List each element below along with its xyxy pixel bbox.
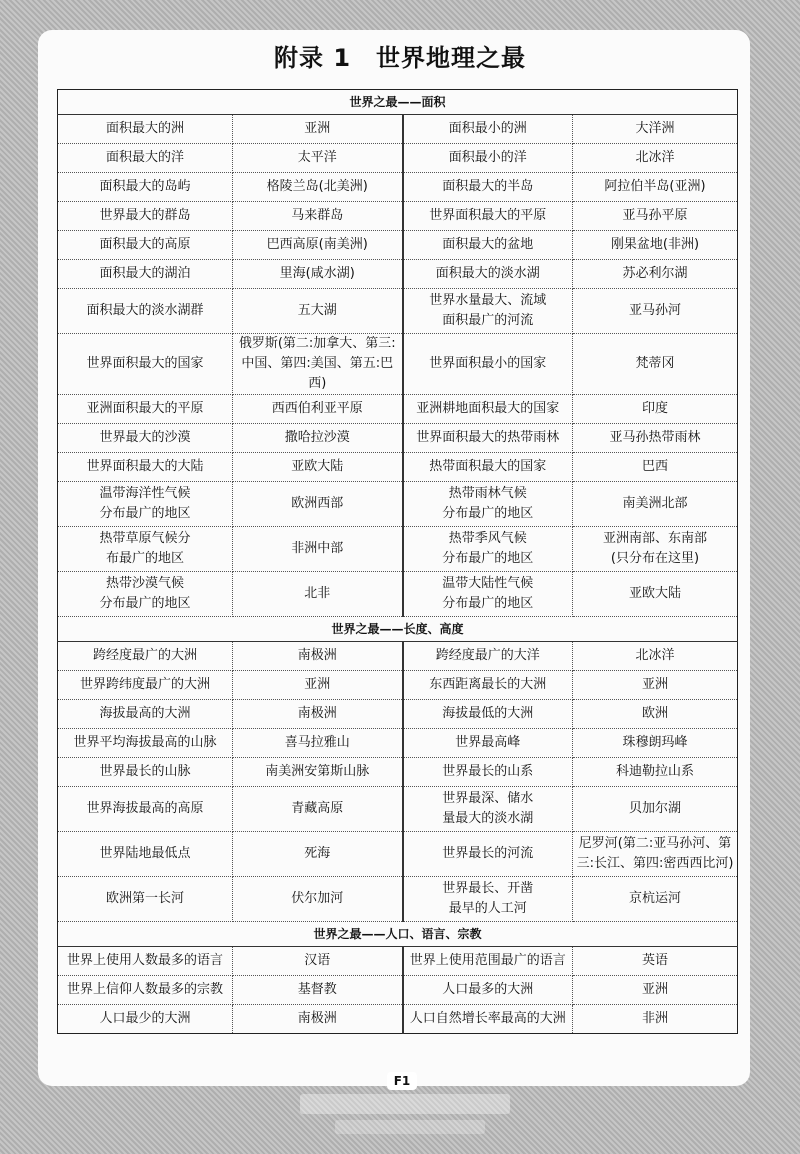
table-row bbox=[58, 572, 738, 617]
record-name: 亚洲耕地面积最大的国家 bbox=[403, 395, 573, 424]
record-answer: 西西伯利亚平原 bbox=[233, 395, 403, 424]
record-name: 世界最长的山系 bbox=[403, 758, 573, 787]
watermark-stamp-sub bbox=[335, 1120, 485, 1134]
record-name: 人口最多的大洲 bbox=[403, 976, 573, 1005]
record-name: 世界最深、储水 量最大的淡水湖 bbox=[403, 787, 573, 832]
record-answer: 马来群岛 bbox=[233, 202, 403, 231]
record-name: 世界陆地最低点 bbox=[58, 832, 233, 877]
record-answer: 亚洲 bbox=[573, 671, 738, 700]
record-name: 面积最大的盆地 bbox=[403, 231, 573, 260]
record-name: 世界面积最大的热带雨林 bbox=[403, 424, 573, 453]
record-name: 跨经度最广的大洋 bbox=[403, 642, 573, 671]
record-answer: 亚洲南部、东南部 (只分布在这里) bbox=[573, 527, 738, 572]
record-name: 热带季风气候 分布最广的地区 bbox=[403, 527, 573, 572]
table-row bbox=[58, 115, 738, 144]
table-row bbox=[58, 527, 738, 572]
record-answer: 南美洲安第斯山脉 bbox=[233, 758, 403, 787]
record-name: 世界面积最小的国家 bbox=[403, 334, 573, 395]
record-answer: 死海 bbox=[233, 832, 403, 877]
table-row bbox=[58, 758, 738, 787]
record-answer: 梵蒂冈 bbox=[573, 334, 738, 395]
table-row bbox=[58, 787, 738, 832]
record-answer: 南美洲北部 bbox=[573, 482, 738, 527]
record-answer: 汉语 bbox=[233, 947, 403, 976]
table-row bbox=[58, 671, 738, 700]
record-answer: 南极洲 bbox=[233, 1005, 403, 1034]
section-heading-row bbox=[58, 90, 738, 115]
record-answer: 亚洲 bbox=[573, 976, 738, 1005]
record-name: 面积最小的洲 bbox=[403, 115, 573, 144]
record-answer: 南极洲 bbox=[233, 700, 403, 729]
record-name: 面积最大的淡水湖 bbox=[403, 260, 573, 289]
record-name: 面积最大的淡水湖群 bbox=[58, 289, 233, 334]
record-name: 世界上信仰人数最多的宗教 bbox=[58, 976, 233, 1005]
record-name: 世界水量最大、流域 面积最广的河流 bbox=[403, 289, 573, 334]
record-answer: 英语 bbox=[573, 947, 738, 976]
watermark-stamp bbox=[300, 1094, 510, 1114]
record-name: 世界最高峰 bbox=[403, 729, 573, 758]
record-name: 世界跨纬度最广的大洲 bbox=[58, 671, 233, 700]
record-answer: 巴西高原(南美洲) bbox=[233, 231, 403, 260]
record-name: 海拔最高的大洲 bbox=[58, 700, 233, 729]
table-row bbox=[58, 832, 738, 877]
page-number: F1 bbox=[387, 1072, 417, 1090]
table-row bbox=[58, 453, 738, 482]
table-row bbox=[58, 260, 738, 289]
record-name: 世界最长的河流 bbox=[403, 832, 573, 877]
record-answer: 京杭运河 bbox=[573, 877, 738, 922]
record-answer: 亚洲 bbox=[233, 115, 403, 144]
record-answer: 亚欧大陆 bbox=[573, 572, 738, 617]
table-row bbox=[58, 729, 738, 758]
record-name: 面积最小的洋 bbox=[403, 144, 573, 173]
record-name: 人口最少的大洲 bbox=[58, 1005, 233, 1034]
section-heading-row bbox=[58, 617, 738, 642]
record-answer: 亚洲 bbox=[233, 671, 403, 700]
section-heading: 世界之最——人口、语言、宗教 bbox=[58, 922, 738, 947]
table-row bbox=[58, 482, 738, 527]
record-answer: 大洋洲 bbox=[573, 115, 738, 144]
record-answer: 印度 bbox=[573, 395, 738, 424]
record-answer: 喜马拉雅山 bbox=[233, 729, 403, 758]
record-answer: 科迪勒拉山系 bbox=[573, 758, 738, 787]
record-name: 温带海洋性气候 分布最广的地区 bbox=[58, 482, 233, 527]
table-row bbox=[58, 334, 738, 395]
record-answer: 北非 bbox=[233, 572, 403, 617]
page-title: 附录 1 世界地理之最 bbox=[273, 44, 527, 72]
table-row bbox=[58, 700, 738, 729]
record-answer: 非洲中部 bbox=[233, 527, 403, 572]
table-row bbox=[58, 976, 738, 1005]
table-row bbox=[58, 173, 738, 202]
record-answer: 五大湖 bbox=[233, 289, 403, 334]
record-answer: 亚马孙河 bbox=[573, 289, 738, 334]
record-name: 人口自然增长率最高的大洲 bbox=[403, 1005, 573, 1034]
record-name: 面积最大的湖泊 bbox=[58, 260, 233, 289]
record-answer: 南极洲 bbox=[233, 642, 403, 671]
record-answer: 刚果盆地(非洲) bbox=[573, 231, 738, 260]
record-answer: 珠穆朗玛峰 bbox=[573, 729, 738, 758]
record-name: 世界平均海拔最高的山脉 bbox=[58, 729, 233, 758]
record-answer: 北冰洋 bbox=[573, 144, 738, 173]
table-row bbox=[58, 642, 738, 671]
table-row bbox=[58, 395, 738, 424]
record-answer: 亚欧大陆 bbox=[233, 453, 403, 482]
record-answer: 阿拉伯半岛(亚洲) bbox=[573, 173, 738, 202]
record-answer: 贝加尔湖 bbox=[573, 787, 738, 832]
record-name: 东西距离最长的大洲 bbox=[403, 671, 573, 700]
record-name: 海拔最低的大洲 bbox=[403, 700, 573, 729]
record-name: 热带面积最大的国家 bbox=[403, 453, 573, 482]
table-row bbox=[58, 231, 738, 260]
record-name: 面积最大的洋 bbox=[58, 144, 233, 173]
record-answer: 尼罗河(第二:亚马孙河、第 三:长江、第四:密西西比河) bbox=[573, 832, 738, 877]
record-name: 欧洲第一长河 bbox=[58, 877, 233, 922]
table-row bbox=[58, 424, 738, 453]
record-name: 世界最长、开凿 最早的人工河 bbox=[403, 877, 573, 922]
record-answer: 格陵兰岛(北美洲) bbox=[233, 173, 403, 202]
record-name: 世界面积最大的平原 bbox=[403, 202, 573, 231]
record-answer: 俄罗斯(第二:加拿大、第三: 中国、第四:美国、第五:巴西) bbox=[233, 334, 403, 395]
record-name: 面积最大的洲 bbox=[58, 115, 233, 144]
record-answer: 北冰洋 bbox=[573, 642, 738, 671]
record-answer: 撒哈拉沙漠 bbox=[233, 424, 403, 453]
record-answer: 非洲 bbox=[573, 1005, 738, 1034]
record-name: 面积最大的半岛 bbox=[403, 173, 573, 202]
record-name: 跨经度最广的大洲 bbox=[58, 642, 233, 671]
record-name: 热带草原气候分 布最广的地区 bbox=[58, 527, 233, 572]
record-name: 面积最大的高原 bbox=[58, 231, 233, 260]
record-name: 温带大陆性气候 分布最广的地区 bbox=[403, 572, 573, 617]
record-answer: 亚马孙平原 bbox=[573, 202, 738, 231]
record-name: 热带沙漠气候 分布最广的地区 bbox=[58, 572, 233, 617]
table-row bbox=[58, 877, 738, 922]
table-row bbox=[58, 289, 738, 334]
record-answer: 巴西 bbox=[573, 453, 738, 482]
section-heading-row bbox=[58, 922, 738, 947]
record-answer: 伏尔加河 bbox=[233, 877, 403, 922]
record-answer: 青藏高原 bbox=[233, 787, 403, 832]
record-name: 面积最大的岛屿 bbox=[58, 173, 233, 202]
section-heading: 世界之最——面积 bbox=[58, 90, 738, 115]
section-heading: 世界之最——长度、高度 bbox=[58, 617, 738, 642]
record-answer: 亚马孙热带雨林 bbox=[573, 424, 738, 453]
record-name: 世界最长的山脉 bbox=[58, 758, 233, 787]
record-name: 世界上使用范围最广的语言 bbox=[403, 947, 573, 976]
record-answer: 里海(咸水湖) bbox=[233, 260, 403, 289]
record-answer: 欧洲 bbox=[573, 700, 738, 729]
table-row bbox=[58, 1005, 738, 1034]
record-answer: 苏必利尔湖 bbox=[573, 260, 738, 289]
record-name: 亚洲面积最大的平原 bbox=[58, 395, 233, 424]
record-name: 世界最大的沙漠 bbox=[58, 424, 233, 453]
record-name: 世界海拔最高的高原 bbox=[58, 787, 233, 832]
table-row bbox=[58, 144, 738, 173]
table-row bbox=[58, 202, 738, 231]
record-name: 世界面积最大的国家 bbox=[58, 334, 233, 395]
record-name: 世界最大的群岛 bbox=[58, 202, 233, 231]
record-answer: 欧洲西部 bbox=[233, 482, 403, 527]
record-name: 世界上使用人数最多的语言 bbox=[58, 947, 233, 976]
table-row bbox=[58, 947, 738, 976]
world-geography-records-table bbox=[57, 89, 738, 1034]
record-answer: 基督教 bbox=[233, 976, 403, 1005]
record-name: 世界面积最大的大陆 bbox=[58, 453, 233, 482]
record-name: 热带雨林气候 分布最广的地区 bbox=[403, 482, 573, 527]
record-answer: 太平洋 bbox=[233, 144, 403, 173]
